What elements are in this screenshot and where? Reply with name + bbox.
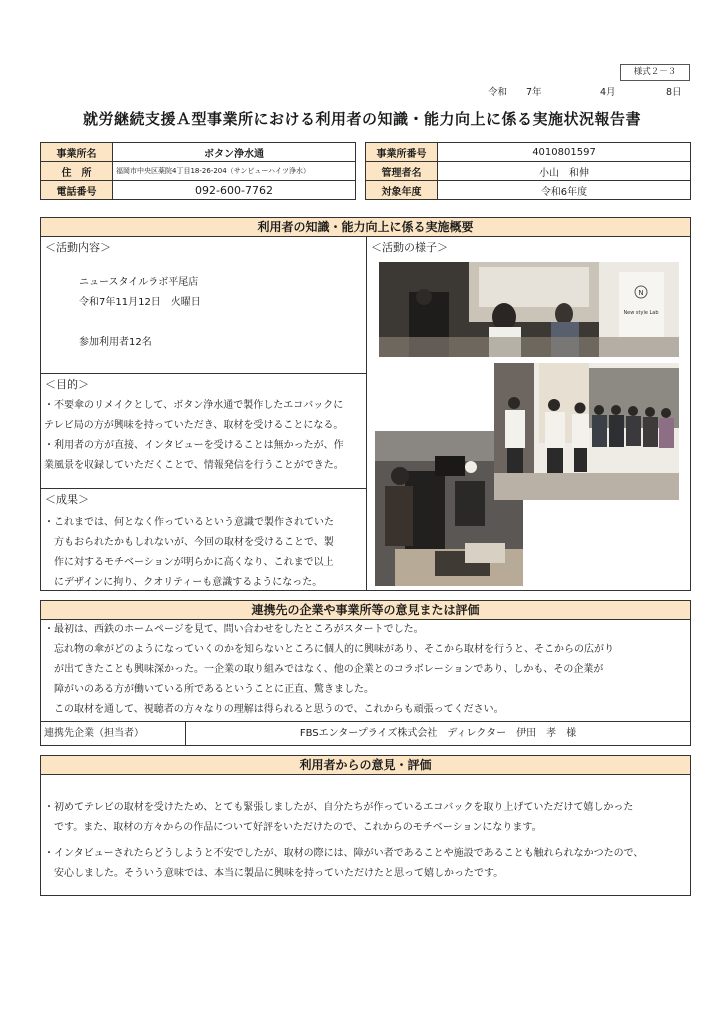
purpose-text	[44, 396, 344, 476]
users-line: ・インタビューされたらどうしようと不安でしたが、取材の際には、障がい者であることや施設であることも触れられなかつたので、	[44, 848, 644, 859]
result-text	[44, 513, 334, 593]
partner-line: 忘れ物の傘がどのようになっていくのかを知らないところに個人的に興味があり、そこから取材を行うと、そこからの広がり	[54, 644, 614, 655]
overview-heading: 利用者の知識・能力向上に係る実施概要	[41, 218, 690, 237]
purpose-line: 業風景を収録していただくことで、情報発信を行うことができた。	[44, 460, 344, 471]
manager-value: 小山 和伸	[438, 162, 691, 181]
photos-label: ＜活動の様子＞	[371, 241, 448, 254]
phone-value: 092-600-7762	[113, 181, 356, 200]
date-year: 7年	[526, 87, 542, 98]
overview-left-column	[41, 237, 367, 590]
partner-company-label: 連携先企業（担当者）	[41, 722, 186, 746]
users-comment	[44, 798, 643, 884]
activity-participants: 参加利用者12名	[79, 337, 152, 348]
store-sign-text: New style Lab	[623, 310, 659, 316]
office-number-value: 4010801597	[438, 143, 691, 162]
overview-section	[40, 217, 691, 591]
activity-place: ニュースタイルラボ平尾店	[79, 277, 199, 288]
partner-company-value: FBSエンタープライズ株式会社 ディレクター 伊田 孝 様	[299, 728, 577, 739]
office-name-value: ボタン浄水通	[113, 143, 356, 162]
result-line: 方もおられたかもしれないが、今回の取材を受けることで、製	[54, 537, 334, 548]
photo-3-scene	[494, 363, 679, 500]
purpose-line: ・不要傘のリメイクとして、ボタン浄水通で製作したエコバックに	[44, 400, 344, 411]
address-label: 住 所	[41, 162, 113, 181]
partner-line: 障がいのある方が働いている所であるということに正直、驚きました。	[54, 684, 374, 695]
result-line: ・これまでは、何となく作っているという意識で製作されていた	[44, 517, 334, 528]
purpose-line: ・利用者の方が直接、インタビューを受けることは無かったが、作	[44, 440, 344, 451]
form-number: 様式２－３	[620, 64, 690, 81]
store-sign-letter: N	[638, 289, 644, 297]
partner-comment	[44, 620, 614, 720]
office-info-table	[40, 142, 356, 200]
address-value: 福岡市中央区薬院4丁目18-26-204（サンビューハイツ浄水）	[113, 162, 356, 181]
office-info-right-table	[365, 142, 691, 200]
result-box	[41, 489, 366, 590]
target-year-label: 対象年度	[366, 181, 438, 200]
document-title: 就労継続支援Ａ型事業所における利用者の知識・能力向上に係る実施状況報告書	[82, 110, 641, 128]
purpose-label: ＜目的＞	[45, 378, 89, 391]
phone-label: 電話番号	[41, 181, 113, 200]
activity-date: 令和7年11月12日 火曜日	[79, 297, 201, 308]
partner-line: この取材を通して、視聴者の方々なりの理解は得られると思うので、これからも頑張ってください。	[54, 704, 504, 715]
partner-company-row	[41, 721, 690, 745]
date-month: 4月	[600, 87, 616, 98]
partner-section	[40, 600, 691, 746]
partner-line: が出てきたことも興味深かった。一企業の取り組みではなく、他の企業とのコラボレーションであり、しかも、その企業が	[54, 664, 604, 675]
office-name-label: 事業所名	[41, 143, 113, 162]
manager-label: 管理者名	[366, 162, 438, 181]
activity-photo-3	[494, 363, 679, 500]
photo-1-scene	[379, 262, 679, 357]
users-line: です。また、取材の方々からの作品について好評をいただけたので、これからのモチベーションになります。	[54, 822, 542, 833]
result-line: にデザインに拘り、クオリティーも意識するようになった。	[54, 577, 323, 588]
result-line: 作に対するモチベーションが明らかに高くなり、これまで以上	[54, 557, 334, 568]
purpose-line: テレビ局の方が興味を持っていただき、取材を受けることになる。	[44, 420, 344, 431]
result-label: ＜成果＞	[45, 493, 89, 506]
target-year-value: 令和6年度	[438, 181, 691, 200]
office-number-label: 事業所番号	[366, 143, 438, 162]
users-heading: 利用者からの意見・評価	[41, 756, 690, 775]
activity-photo-1	[379, 262, 679, 357]
purpose-box	[41, 374, 366, 489]
partner-line: ・最初は、西鉄のホームページを見て、問い合わせをしたところがスタートでした。	[44, 624, 424, 635]
users-line: ・初めてテレビの取材を受けたため、とても緊張しましたが、自分たちが作っているエコバックを取り上げていただけて嬉しかった	[44, 802, 634, 813]
report-date	[488, 84, 693, 98]
date-day: 8日	[666, 87, 682, 98]
users-section	[40, 755, 691, 896]
activity-box	[41, 237, 366, 374]
partner-heading: 連携先の企業や事業所等の意見または評価	[41, 601, 690, 620]
activity-label: ＜活動内容＞	[45, 241, 111, 254]
photos-column	[367, 237, 690, 590]
date-era: 令和	[488, 87, 508, 98]
users-line: 安心しました。そういう意味では、本当に製品に興味を持っていただけたと思って嬉しかったです。	[54, 868, 504, 879]
